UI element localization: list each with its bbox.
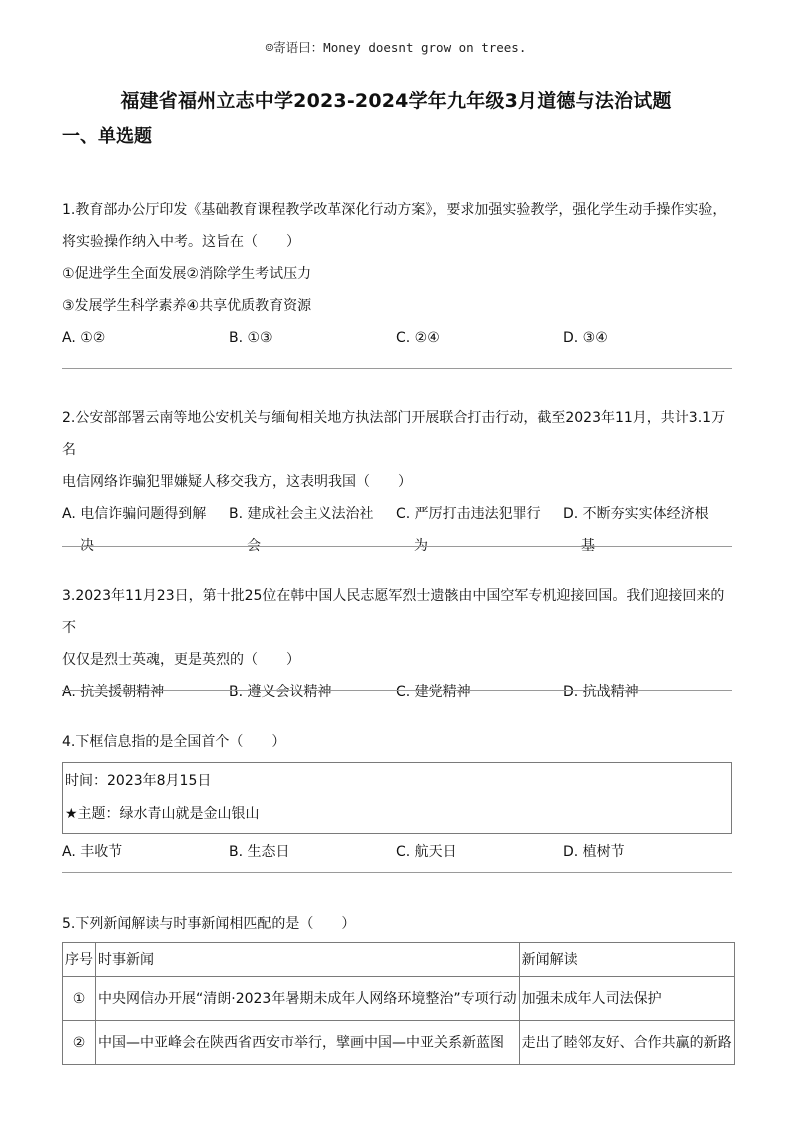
- option-a[interactable]: A. ①②: [62, 330, 106, 346]
- divider: [62, 872, 732, 873]
- option-c[interactable]: [396, 498, 563, 562]
- option-c[interactable]: C. 建党精神: [396, 684, 471, 700]
- answer-options: [62, 836, 732, 868]
- question-stem: 电信网络诈骗犯罪嫌疑人移交我方，这表明我国（ ）: [62, 474, 412, 490]
- table-cell: 中国—中亚峰会在陕西省西安市举行，擘画中国—中亚关系新蓝图: [96, 1021, 520, 1065]
- table-header-row: [63, 943, 735, 977]
- news-table: [62, 942, 735, 1065]
- option-d[interactable]: D. 抗战精神: [563, 684, 639, 700]
- question-stem: 3.2023年11月23日，第十批25位在韩中国人民志愿军烈士遗骸由中国空军专机迎接回国。我们迎接回来的不: [62, 588, 725, 636]
- question-statement: ①促进学生全面发展②消除学生考试压力: [62, 266, 312, 282]
- question-stem: 1.教育部办公厅印发《基础教育课程教学改革深化行动方案》，要求加强实验教学，强化学生动手操作实验，: [62, 202, 727, 218]
- option-a[interactable]: A. 抗美援朝精神: [62, 684, 165, 700]
- option-c[interactable]: C. 航天日: [396, 844, 457, 860]
- answer-options: [62, 676, 732, 708]
- option-a-text: A. 电信诈骗问题得到解: [62, 506, 207, 522]
- option-d[interactable]: D. 植树节: [563, 844, 625, 860]
- divider: [62, 690, 732, 691]
- info-box-theme: ★主题：绿水青山就是金山银山: [65, 806, 260, 822]
- divider: [62, 546, 732, 547]
- option-a[interactable]: A. 丰收节: [62, 844, 123, 860]
- table-cell: ①: [63, 977, 96, 1021]
- question-statement: ③发展学生科学素养④共享优质教育资源: [62, 298, 312, 314]
- page-header-motto: ☺寄语曰：Money doesnt grow on trees.: [265, 40, 527, 55]
- option-b[interactable]: [229, 498, 396, 562]
- page-title: 福建省福州立志中学2023-2024学年九年级3月道德与法治试题: [120, 90, 672, 112]
- option-b-text: B. 建成社会主义法治社: [229, 506, 374, 522]
- option-c[interactable]: C. ②④: [396, 330, 440, 346]
- option-b-text-cont: 会: [247, 538, 261, 554]
- option-d[interactable]: [563, 498, 730, 562]
- question-stem: 4.下框信息指的是全国首个（ ）: [62, 734, 286, 750]
- table-cell: ②: [63, 1021, 96, 1065]
- table-header-cell: 新闻解读: [519, 943, 734, 977]
- section-heading: 一、单选题: [62, 126, 152, 147]
- option-d-text-cont: 基: [581, 538, 595, 554]
- option-c-text-cont: 为: [414, 538, 428, 554]
- info-box-date: 时间：2023年8月15日: [65, 773, 212, 789]
- option-d[interactable]: D. ③④: [563, 330, 608, 346]
- table-cell: 加强未成年人司法保护: [519, 977, 734, 1021]
- answer-options: [62, 498, 732, 562]
- question-1: [62, 194, 732, 354]
- question-5: [62, 908, 732, 1065]
- table-row: [63, 1021, 735, 1065]
- answer-options: [62, 322, 732, 354]
- option-a-text-cont: 决: [80, 538, 94, 554]
- question-3: [62, 580, 732, 708]
- option-a[interactable]: [62, 498, 229, 562]
- option-c-text: C. 严厉打击违法犯罪行: [396, 506, 541, 522]
- option-b[interactable]: B. 遵义会议精神: [229, 684, 332, 700]
- table-row: [63, 977, 735, 1021]
- table-header-cell: 时事新闻: [96, 943, 520, 977]
- option-d-text: D. 不断夯实实体经济根: [563, 506, 709, 522]
- question-4: [62, 726, 732, 868]
- table-header-cell: 序号: [63, 943, 96, 977]
- option-b[interactable]: B. ①③: [229, 330, 273, 346]
- table-cell: 中央网信办开展“清朗·2023年暑期未成年人网络环境整治”专项行动: [96, 977, 520, 1021]
- info-box: [62, 762, 732, 834]
- divider: [62, 368, 732, 369]
- table-cell: 走出了睦邻友好、合作共赢的新路: [519, 1021, 734, 1065]
- question-stem: 5.下列新闻解读与时事新闻相匹配的是（ ）: [62, 916, 356, 932]
- question-stem: 仅仅是烈士英魂，更是英烈的（ ）: [62, 652, 300, 668]
- option-b[interactable]: B. 生态日: [229, 844, 290, 860]
- question-2: [62, 402, 732, 562]
- question-stem: 将实验操作纳入中考。这旨在（ ）: [62, 234, 300, 250]
- question-stem: 2.公安部部署云南等地公安机关与缅甸相关地方执法部门开展联合打击行动，截至2023年11月，共计3.1万名: [62, 410, 726, 458]
